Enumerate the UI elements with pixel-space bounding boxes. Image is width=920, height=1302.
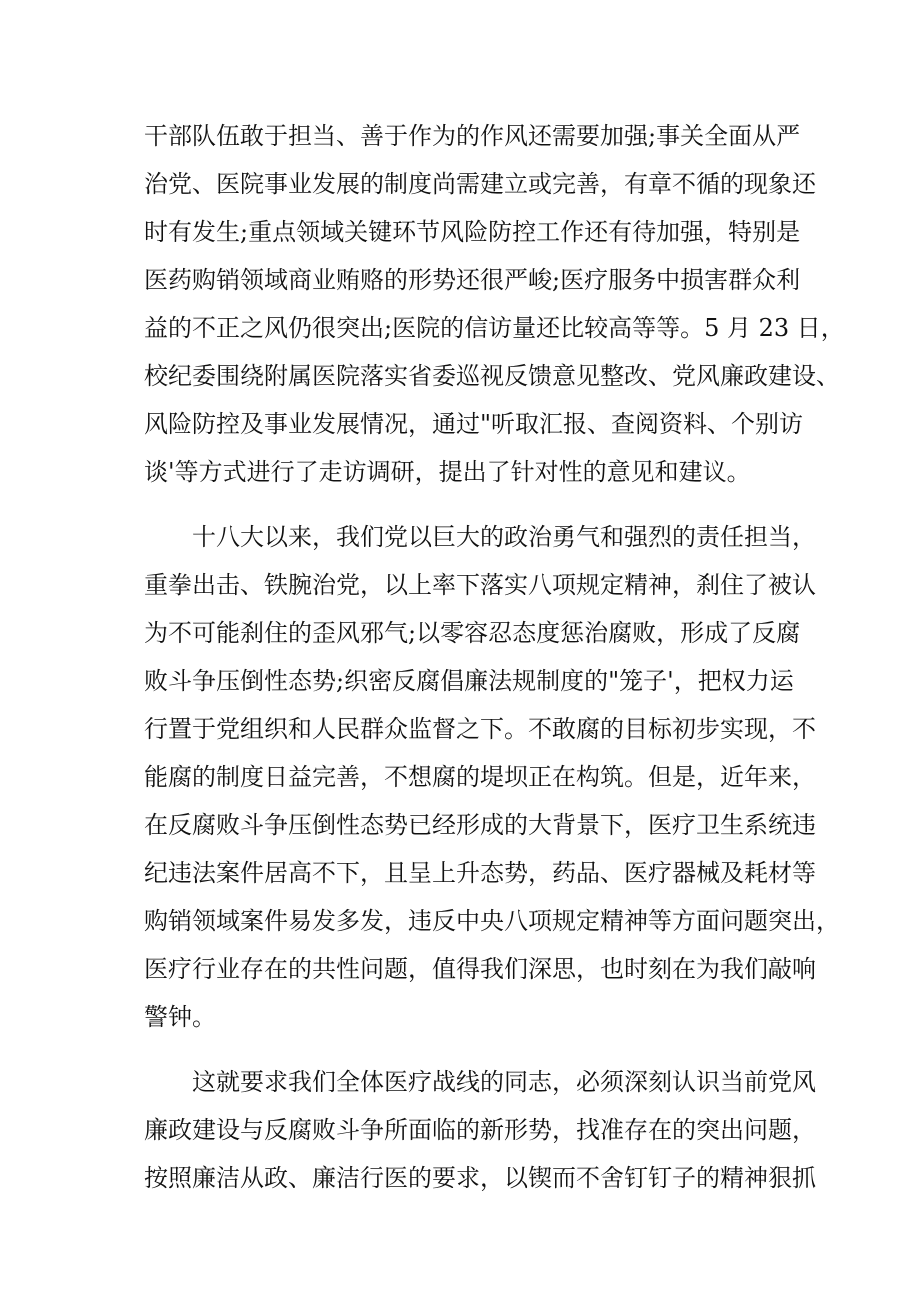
text-line: 医药购销领域商业贿赂的形势还很严峻;医疗服务中损害群众利 [144,266,801,294]
paragraph-spacer [144,496,784,513]
text-line-first: 十八大以来，我们党以巨大的政治勇气和强烈的责任担当， [192,523,816,551]
text-line: 重拳出击、铁腕治党，以上率下落实八项规定精神，刹住了被认 [144,571,816,599]
text-line: 纪违法案件居高不下，且呈上升态势，药品、医疗器械及耗材等 [144,859,816,887]
text-line: 治党、医院事业发展的制度尚需建立或完善，有章不循的现象还 [144,170,816,198]
paragraph-spacer [144,1041,784,1058]
text-line-last: 谈'等方式进行了走访调研，提出了针对性的意见和建议。 [144,458,751,486]
text-line: 廉政建设与反腐败斗争所面临的新形势，找准存在的突出问题， [144,1116,816,1144]
text-line: 按照廉洁从政、廉洁行医的要求，以锲而不舍钉钉子的精神狠抓 [144,1164,816,1192]
text-line-last: 警钟。 [144,1003,216,1031]
text-line: 购销领域案件易发多发，违反中央八项规定精神等方面问题突出， [144,907,840,935]
text-line: 为不可能刹住的歪风邪气;以零容忍态度惩治腐败，形成了反腐 [144,619,801,647]
text-line: 行置于党组织和人民群众监督之下。不敢腐的目标初步实现，不 [144,715,816,743]
text-line: 医疗行业存在的共性问题，值得我们深思，也时刻在为我们敲响 [144,955,816,983]
text-line: 时有发生;重点领域关键环节风险防控工作还有待加强，特别是 [144,218,801,246]
text-line: 在反腐败斗争压倒性态势已经形成的大背景下，医疗卫生系统违 [144,811,816,839]
text-line: 能腐的制度日益完善，不想腐的堤坝正在构筑。但是，近年来， [144,763,816,791]
text-line: 风险防控及事业发展情况，通过"听取汇报、查阅资料、个别访 [144,410,804,438]
text-line: 益的不正之风仍很突出;医院的信访量还比较高等等。5 月 23 日， [144,314,845,342]
text-line-first: 这就要求我们全体医疗战线的同志，必须深刻认识当前党风 [192,1068,816,1096]
text-line: 败斗争压倒性态势;织密反腐倡廉法规制度的"笼子'，把权力运 [144,667,794,695]
document-body [144,112,845,1202]
text-line: 干部队伍敢于担当、善于作为的作风还需要加强;事关全面从严 [144,122,801,150]
text-line: 校纪委围绕附属医院落实省委巡视反馈意见整改、党风廉政建设、 [144,362,840,390]
paragraph-3 [144,1058,816,1202]
paragraph-1 [144,112,845,496]
paragraph-2 [144,513,840,1041]
